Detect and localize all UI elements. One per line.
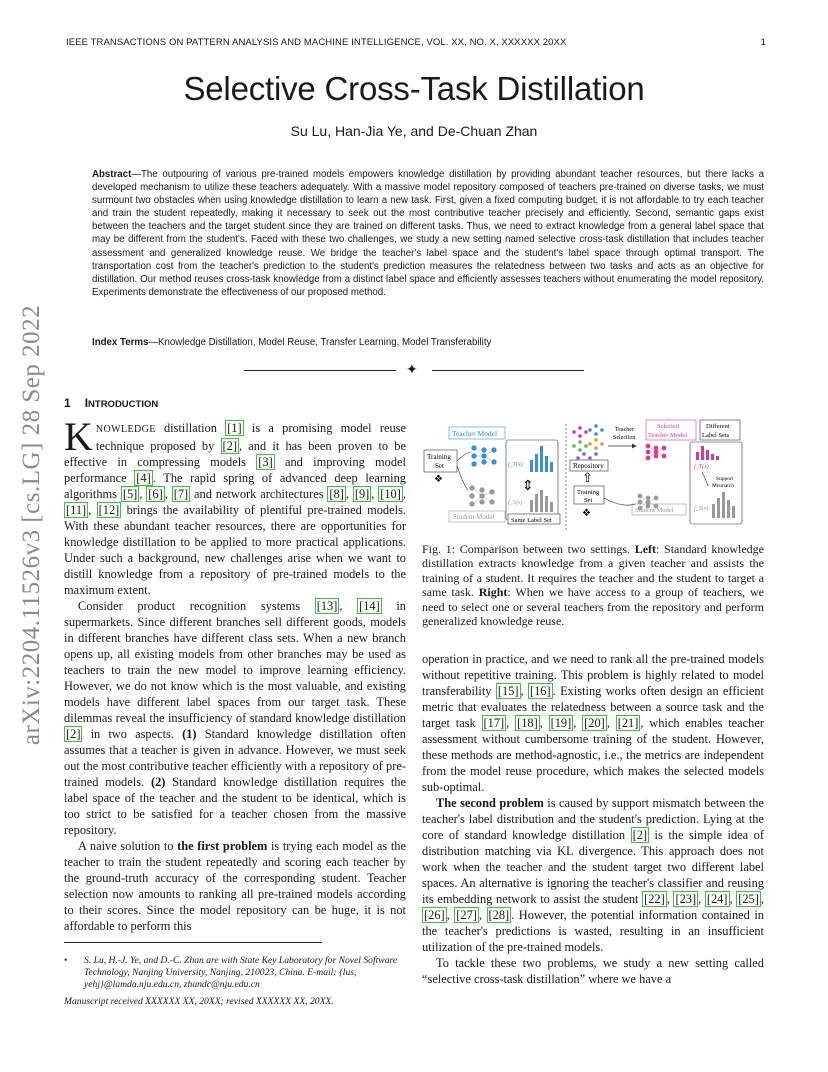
citation-link[interactable]: [3] bbox=[258, 455, 273, 469]
citation-link[interactable]: [8] bbox=[329, 487, 344, 501]
citation-link[interactable]: [13] bbox=[316, 599, 338, 613]
text-run: , and it has been proven to be effective in compressing models bbox=[64, 439, 406, 469]
text-run: , bbox=[345, 487, 353, 501]
updown-arrow-icon: ⇕ bbox=[522, 479, 534, 494]
journal-name: IEEE TRANSACTIONS ON PATTERN ANALYSIS AND MACHINE INTELLIGENCE, VOL. XX, NO. X, XXXXXX 20XX bbox=[66, 37, 567, 48]
label-right-training-set-2: Set bbox=[584, 497, 593, 504]
right-column bbox=[422, 651, 764, 987]
citation-link[interactable]: [28] bbox=[488, 908, 510, 922]
label-right-fs: f_S(x) bbox=[694, 506, 709, 512]
citation-link[interactable]: [1] bbox=[227, 421, 242, 435]
label-selected-2: Teacher Model bbox=[648, 432, 688, 439]
citation-link[interactable]: [5] bbox=[122, 487, 138, 501]
label-student-model: Student Model bbox=[453, 513, 495, 521]
citation-link[interactable]: [7] bbox=[173, 487, 189, 501]
label-selected-1: Selected bbox=[657, 423, 680, 430]
label-support-2: Mismatch bbox=[712, 483, 734, 489]
dropbox-icon: ❖ bbox=[434, 474, 443, 485]
paragraph-intro-4 bbox=[422, 651, 764, 795]
text-run: distillation bbox=[155, 421, 226, 435]
text-run: and improving model performance bbox=[64, 455, 406, 485]
text-run: Consider product recognition systems bbox=[78, 599, 315, 613]
arrow-training-teacher bbox=[457, 452, 470, 461]
text-run: , bbox=[729, 892, 737, 906]
caption-left-label: Left bbox=[634, 542, 657, 556]
citation-link[interactable]: [23] bbox=[675, 892, 697, 906]
right-student-histogram bbox=[712, 492, 735, 518]
citation-link[interactable]: [11] bbox=[66, 503, 87, 517]
index-terms bbox=[92, 337, 764, 348]
support-mismatch-arrow bbox=[702, 472, 708, 486]
footnote-rule bbox=[64, 942, 322, 943]
paragraph-intro-2 bbox=[64, 598, 406, 838]
text-run: , bbox=[520, 684, 528, 698]
bold-run: the first problem bbox=[177, 839, 268, 853]
text-run: , bbox=[402, 487, 406, 501]
divider-star-icon: ✦ bbox=[406, 362, 418, 378]
text-run: , bbox=[539, 716, 549, 730]
label-different-1: Different bbox=[706, 423, 730, 430]
text-run: , bbox=[606, 716, 616, 730]
text-run: , bbox=[478, 908, 487, 922]
paper-title: Selective Cross-Task Distillation bbox=[183, 70, 645, 107]
citation-link[interactable]: [2] bbox=[66, 727, 81, 741]
section-title-cap: I bbox=[84, 396, 89, 410]
caption-label: Fig. 1: bbox=[422, 542, 460, 556]
text-run: in two aspects. bbox=[82, 727, 183, 741]
text-run: , bbox=[506, 716, 516, 730]
paragraph-intro-3 bbox=[64, 838, 406, 934]
selected-teacher-network-icon bbox=[646, 444, 666, 460]
paper-authors: Su Lu, Han-Jia Ye, and De-Chuan Zhan bbox=[290, 123, 538, 139]
label-different-2: Label Sets bbox=[702, 432, 730, 439]
citation-link[interactable]: [21] bbox=[617, 716, 639, 730]
text-run: , bbox=[573, 716, 583, 730]
text-run: , bbox=[164, 487, 172, 501]
label-support-1: Support bbox=[716, 476, 734, 482]
arrow-training-student-right bbox=[604, 498, 636, 505]
citation-link[interactable]: [2] bbox=[632, 828, 648, 842]
selected-teacher-histogram bbox=[696, 446, 719, 460]
text-run: brings the availability of plentiful pre-trained models. With these abundant teacher resources, there are opportunities for knowledge distillation to be applied to more practical applications. Under such a background, new challenges arise when we want to distill knowledge from a repository of pre-trained models to the maximum extent. bbox=[64, 503, 406, 597]
smallcaps-word: NOWLEDGE bbox=[95, 424, 156, 435]
teacher-histogram bbox=[530, 446, 553, 472]
caption-right-label: Right bbox=[478, 585, 508, 600]
citation-link[interactable]: [16] bbox=[529, 684, 551, 698]
text-run: , bbox=[88, 503, 97, 517]
drop-cap: K bbox=[64, 414, 93, 459]
right-dropbox-icon: ❖ bbox=[582, 508, 591, 519]
figure-caption bbox=[422, 542, 764, 628]
text-run: Comparison between two settings. bbox=[459, 542, 635, 556]
paragraph-intro-1 bbox=[64, 414, 406, 598]
citation-link[interactable]: [12] bbox=[98, 503, 120, 517]
text-run: . The rapid spring of advanced deep learning algorithms bbox=[64, 471, 406, 501]
abstract bbox=[92, 168, 764, 299]
text-run: , bbox=[339, 599, 358, 613]
section-number: 1 bbox=[64, 396, 71, 410]
text-run: , which enables teacher assessment without cumbersome training of the student. However, these methods are method-agnostic, i.e., the metrics are independent from the model reuse procedure, which makes the selected models sub-optimal. bbox=[422, 716, 765, 794]
citation-link[interactable]: [26] bbox=[424, 908, 445, 922]
text-run: A naive solution to bbox=[78, 839, 178, 853]
label-right-training-set-1: Training bbox=[577, 489, 600, 496]
footnote-text: S. Lu, H.-J. Ye, and D.-C. Zhan are with State Key Laboratory for Novel Software Technology, Nanjing University, Nanjing, 210023, China. E-mail: {lus, yehj}@lamda.nju.edu.cn, zhandc@nju.edu.cn bbox=[84, 955, 398, 990]
paragraph-intro-6 bbox=[422, 955, 764, 987]
label-ft: f_T(x) bbox=[508, 462, 523, 468]
text-run: , bbox=[446, 908, 455, 922]
citation-link[interactable]: [4] bbox=[136, 471, 151, 485]
bold-run: (2) bbox=[150, 775, 166, 789]
running-header bbox=[66, 37, 766, 48]
text-run: is the simple idea of distribution matching via KL divergence. This approach does not work when the teacher and the student target two different label spaces. An alternative is ignoring the teacher's classifier and reusing its embedding network to assist the student bbox=[422, 828, 765, 906]
label-repository: Repository bbox=[573, 462, 604, 470]
figure-1 bbox=[422, 416, 764, 540]
label-teacher-model: Teacher Model bbox=[452, 429, 498, 438]
footnote-bullet: • bbox=[64, 955, 68, 966]
paragraph-intro-5 bbox=[422, 795, 764, 955]
left-column bbox=[64, 395, 406, 934]
section-heading bbox=[64, 395, 406, 413]
arrow-training-student bbox=[457, 466, 468, 490]
uparrow-icon: ⇧ bbox=[582, 470, 593, 485]
text-run: is caused by support mismatch between the teacher's label distribution and the student's prediction. Lying at the core of standard knowledge distillation bbox=[422, 796, 764, 842]
citation-link[interactable]: [20] bbox=[584, 716, 605, 730]
bold-run: The second problem bbox=[436, 796, 544, 810]
label-right-ft: f_T(x) bbox=[694, 464, 709, 470]
text-run: . Existing works often design an efficient metric that evaluates the relatedness between a source task and the target task bbox=[422, 684, 764, 730]
divider-line-right bbox=[432, 370, 584, 371]
abstract-text: —The outpouring of various pre-trained models empowers knowledge distillation by providing abundant teacher resources, but there lacks a developed mechanism to utilize these teachers adequately. With a massive model repository composed of teachers pre-trained on diverse tasks, we must surmount two obstacles when using knowledge distillation to learn a new task. First, given a fixed computing budget, it is not affordable to try each teacher and train the student repeatedly, making it necessary to seek out the most contributive teacher precisely and efficiently. Second, semantic gaps exist between the teachers and the target student since they are trained on different tasks. Thus, we need to extract knowledge from a general label space that may be different from the student's. Faced with these two challenges, we study a new setting named selective cross-task distillation that includes teacher assessment and generalized knowledge reuse. We bridge the teacher's label space and the student's label space through optimal transport. The transportation cost from the teacher's prediction to the student's prediction measures the relatedness between two tasks and acts as an objective for distillation. Our method reuses cross-task knowledge from a distinct label space and efficiently assesses teachers without enumerating the model repository. Experiments demonstrate the effectiveness of our proposed method. bbox=[92, 169, 764, 298]
text-run: is trying each model as the teacher to train the student repeatedly and scoring each teacher by the ground-truth accuracy of the corresponding student. Teacher selection now amounts to ranking all pre-trained models according to their scores. Since the model repository can be huge, it is not affordable to perform this bbox=[64, 839, 406, 933]
bold-run: (1) bbox=[182, 727, 197, 741]
text-run: . However, the potential information contained in the teacher's predictions is wasted, resulting in an insufficient utilization of the pre-trained models. bbox=[422, 908, 764, 954]
author-footnote bbox=[64, 955, 409, 991]
citation-link[interactable]: [2] bbox=[222, 439, 237, 453]
citation-link[interactable]: [27] bbox=[456, 908, 477, 922]
citation-link[interactable]: [25] bbox=[738, 892, 759, 906]
label-right-student-model: Student Model bbox=[635, 507, 674, 514]
page-number: 1 bbox=[760, 37, 766, 48]
text-run: , bbox=[139, 487, 147, 501]
figure-right-panel bbox=[570, 420, 742, 524]
index-terms-text: —Knowledge Distillation, Model Reuse, Transfer Learning, Model Transferability bbox=[148, 337, 492, 348]
text-run: , bbox=[371, 487, 379, 501]
citation-link[interactable]: [22] bbox=[644, 892, 665, 906]
text-run: To tackle these two problems, we study a new setting called “selective cross-task distillation” where we have a bbox=[422, 956, 764, 986]
label-training-set-1: Training bbox=[427, 453, 451, 461]
citation-link[interactable]: [10] bbox=[380, 487, 401, 501]
student-network-icon bbox=[470, 486, 495, 507]
label-training-set-2: Set bbox=[435, 462, 444, 470]
divider-line-left bbox=[244, 370, 396, 371]
figure-left-panel bbox=[424, 427, 560, 524]
manuscript-dates: Manuscript received XXXXXX XX, 20XX; revised XXXXXX XX, 20XX. bbox=[64, 996, 334, 1007]
index-terms-label: Index Terms bbox=[92, 337, 149, 348]
arxiv-stamp bbox=[6, 290, 58, 760]
section-title-rest: NTRODUCTION bbox=[88, 399, 159, 410]
text-run: , bbox=[666, 892, 674, 906]
citation-link[interactable]: [9] bbox=[354, 487, 370, 501]
repository-networks-icon bbox=[572, 424, 604, 460]
citation-link[interactable]: [14] bbox=[359, 599, 380, 613]
label-fs: f_S(x) bbox=[508, 500, 523, 506]
text-run: in supermarkets. Since different branches sell different goods, models in different branches have different class sets. When a new branch opens up, all existing models from other branches may be used as teachers to train the new model to improve learning efficiency. However, we do not know which is the most valuable, and existing models have different label spaces from our target task. These dilemmas reveal the insufficiency of standard knowledge distillation bbox=[64, 599, 406, 725]
text-run: , bbox=[760, 892, 764, 906]
citation-link[interactable]: [17] bbox=[483, 716, 505, 730]
text-run: , bbox=[698, 892, 705, 906]
text-run: : Standard knowledge distillation extracts knowledge from a given teacher and assists the training of a student. It requires the teacher and the student to target a same task. bbox=[422, 542, 764, 600]
citation-link[interactable]: [6] bbox=[148, 487, 163, 501]
citation-link[interactable]: [19] bbox=[550, 716, 572, 730]
abstract-label: Abstract bbox=[92, 169, 132, 180]
label-teacher-selection-1: Teacher bbox=[615, 427, 634, 433]
text-run: and network architectures bbox=[190, 487, 328, 501]
text-run: : When we have access to a group of teachers, we need to select one or several teachers from the repository and perform generalized knowledge reuse. bbox=[422, 585, 764, 629]
section-divider bbox=[244, 364, 584, 378]
citation-link[interactable]: [15] bbox=[497, 684, 519, 698]
citation-link[interactable]: [24] bbox=[706, 892, 728, 906]
arxiv-stamp-text: arXiv:2204.11526v3 [cs.LG] 28 Sep 2022 bbox=[18, 304, 45, 746]
label-same-label-set: Same Label Set bbox=[511, 517, 552, 524]
text-run: Standard knowledge distillation often assumes that a teacher is given in advance. However, we must seek out the most contributive teacher efficiently with a repository of pre-trained models. bbox=[64, 727, 406, 789]
label-teacher-selection-2: Selection bbox=[613, 435, 636, 441]
teacher-network-icon bbox=[472, 446, 497, 467]
text-run: is a promising model reuse technique proposed by bbox=[95, 421, 406, 453]
text-run: Standard knowledge distillation requires the label space of the teacher and the student to be identical, which is too strict to be satisfied for a teacher chosen from the massive repository. bbox=[64, 775, 406, 837]
citation-link[interactable]: [18] bbox=[517, 716, 538, 730]
text-run: operation in practice, and we need to rank all the pre-trained models without repetitive training. This problem is highly related to model transferability bbox=[422, 652, 764, 698]
